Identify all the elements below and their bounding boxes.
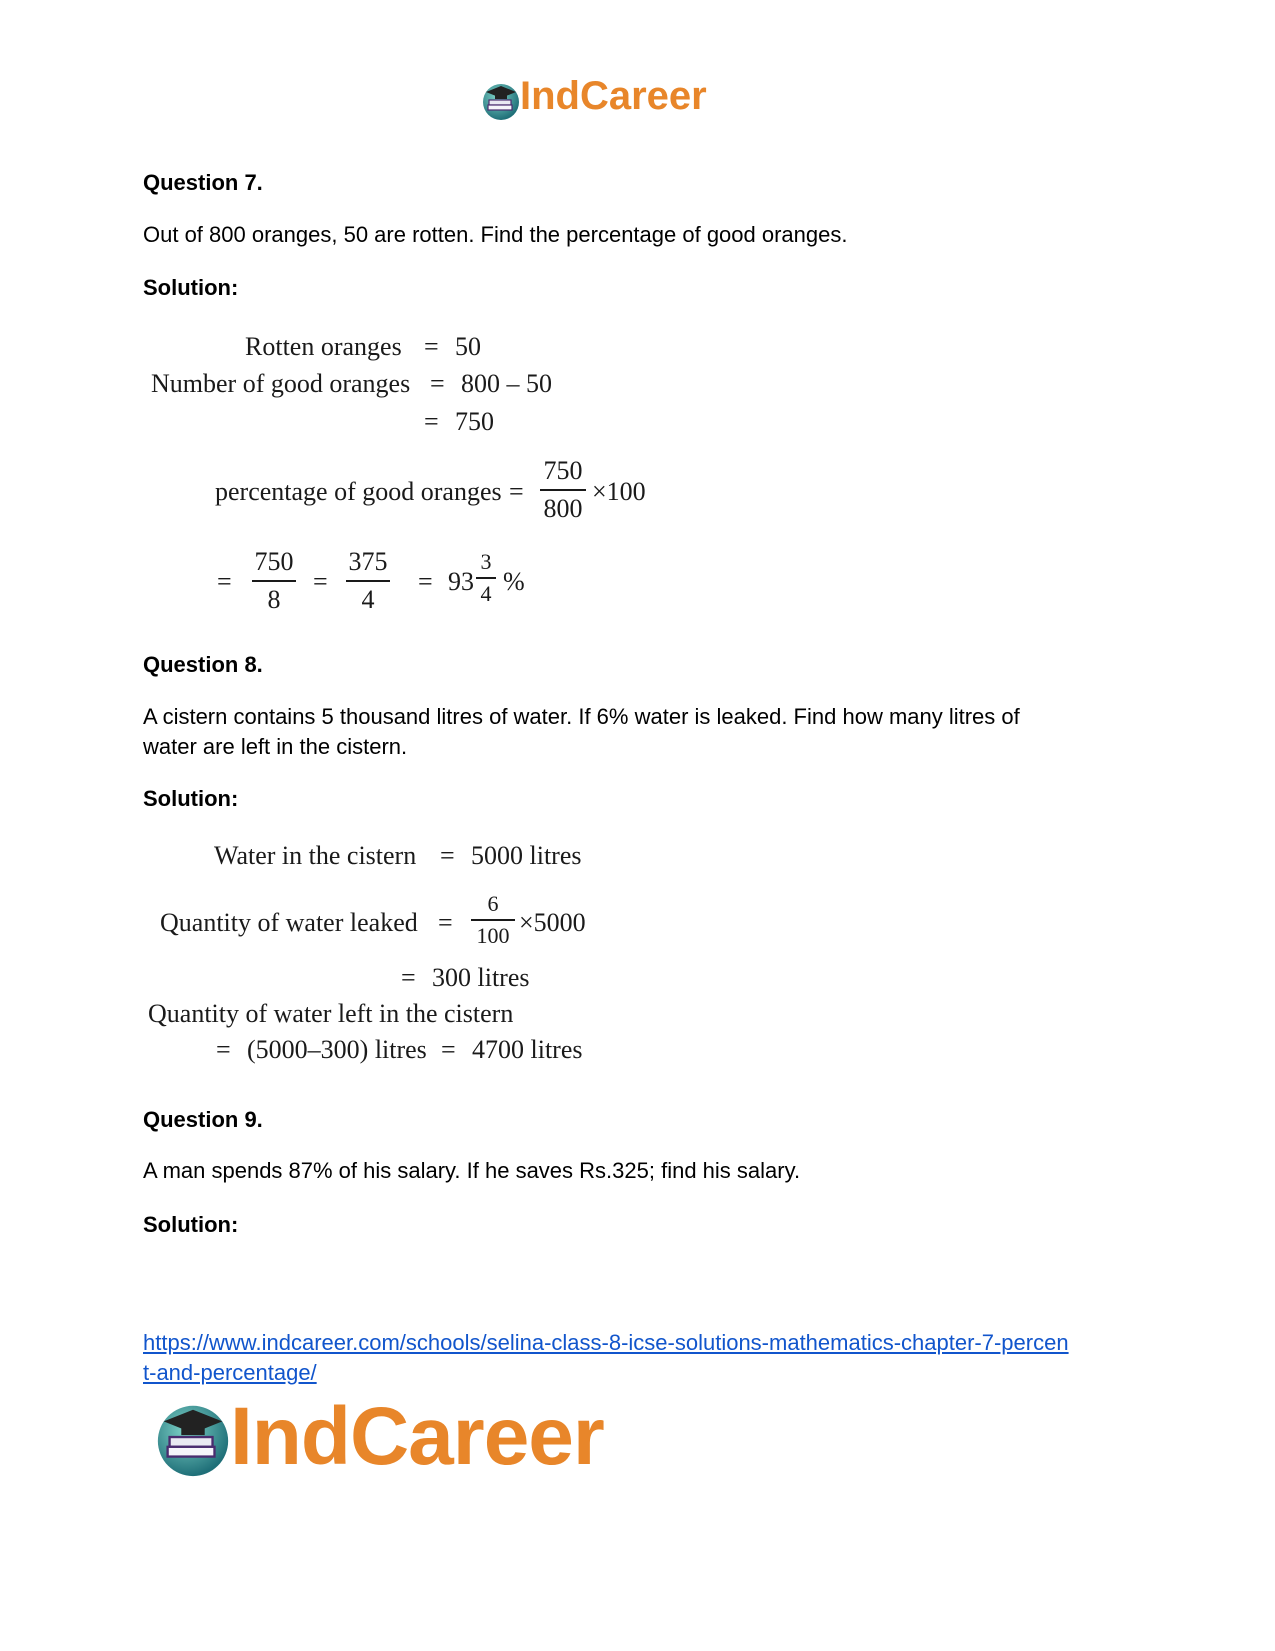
globe-grad-cap-icon xyxy=(480,80,522,122)
q8-text: A cistern contains 5 thousand litres of water. If 6% water is leaked. Find how many litres of water are left in the cistern. xyxy=(143,704,1020,759)
q8-title: Question 8. xyxy=(143,652,263,677)
q8-eq-2: = xyxy=(438,908,453,937)
q7-fraction-1 xyxy=(540,456,586,524)
q8-eq-4: = xyxy=(216,1035,231,1064)
header-logo-text: IndCareer xyxy=(520,74,707,118)
q9-text: A man spends 87% of his salary. If he saves Rs.325; find his salary. xyxy=(143,1158,801,1183)
q8-water-value: 5000 litres xyxy=(471,841,582,870)
q8-water-label: Water in the cistern xyxy=(214,841,417,870)
q9-solution-label: Solution: xyxy=(143,1212,239,1237)
q7-rotten-value: 50 xyxy=(455,332,481,361)
fraction-bar xyxy=(346,580,390,582)
fraction-bar xyxy=(540,489,586,491)
q7-fraction-3 xyxy=(346,547,390,615)
q9-title: Question 9. xyxy=(143,1107,263,1132)
q8-fraction xyxy=(471,892,515,948)
q7-eq-7: = xyxy=(418,567,433,596)
q7-pct-sign: % xyxy=(503,567,525,596)
fraction-bar xyxy=(471,919,515,921)
q8-leaked-value: 300 litres xyxy=(432,963,530,992)
q7-eq-6: = xyxy=(313,567,328,596)
q7-eq-2: = xyxy=(430,369,445,398)
q8-eq-5: = xyxy=(441,1035,456,1064)
q8-f-num: 6 xyxy=(487,891,499,916)
q7-f3-num: 375 xyxy=(348,547,388,576)
q8-solution-label: Solution: xyxy=(143,786,239,811)
q8-leaked-label: Quantity of water leaked xyxy=(160,908,418,937)
footer-logo-text: IndCareer xyxy=(230,1391,604,1482)
q7-f3-den: 4 xyxy=(361,584,375,614)
q8-left-value: 4700 litres xyxy=(472,1035,583,1064)
q7-good-expr: 800 – 50 xyxy=(461,369,552,398)
q7-eq-1: = xyxy=(424,332,439,361)
q8-left-label: Quantity of water left in the cistern xyxy=(148,999,514,1028)
q7-f2-den: 8 xyxy=(267,584,281,614)
q7-text: Out of 800 oranges, 50 are rotten. Find the percentage of good oranges. xyxy=(143,222,848,247)
q7-solution-label: Solution: xyxy=(143,275,239,300)
q7-mixed-whole: 93 xyxy=(448,567,474,596)
q7-good-label: Number of good oranges xyxy=(151,369,411,398)
q7-good-value: 750 xyxy=(455,407,494,436)
q8-eq-3: = xyxy=(401,963,416,992)
globe-grad-cap-icon xyxy=(152,1398,234,1480)
q7-times-100: ×100 xyxy=(592,477,646,506)
fraction-bar xyxy=(252,580,296,582)
q7-f1-num: 750 xyxy=(543,456,583,485)
q7-eq-4: = xyxy=(509,477,524,506)
q7-f1-den: 800 xyxy=(543,493,583,523)
source-url-link[interactable]: https://www.indcareer.com/schools/selina-class-8-icse-solutions-mathematics-chapter-7-percent-and-percentage/ xyxy=(143,1330,1069,1385)
q7-f2-num: 750 xyxy=(254,547,294,576)
q8-times-5000: ×5000 xyxy=(519,908,586,937)
q7-mixed-fraction xyxy=(476,550,496,606)
q7-rotten-label: Rotten oranges xyxy=(245,332,402,361)
q7-mixed-num: 3 xyxy=(480,549,492,574)
q8-left-expr: (5000–300) litres xyxy=(247,1035,427,1064)
footer-logo xyxy=(152,1391,672,1482)
q7-title: Question 7. xyxy=(143,170,263,195)
q7-eq-5: = xyxy=(217,567,232,596)
q7-eq-3: = xyxy=(424,407,439,436)
q7-pct-label: percentage of good oranges xyxy=(215,477,502,506)
q7-mixed-den: 4 xyxy=(480,580,492,606)
fraction-bar xyxy=(476,577,496,579)
q8-eq-1: = xyxy=(440,841,455,870)
q7-fraction-2 xyxy=(252,547,296,615)
q8-f-den: 100 xyxy=(476,922,510,948)
